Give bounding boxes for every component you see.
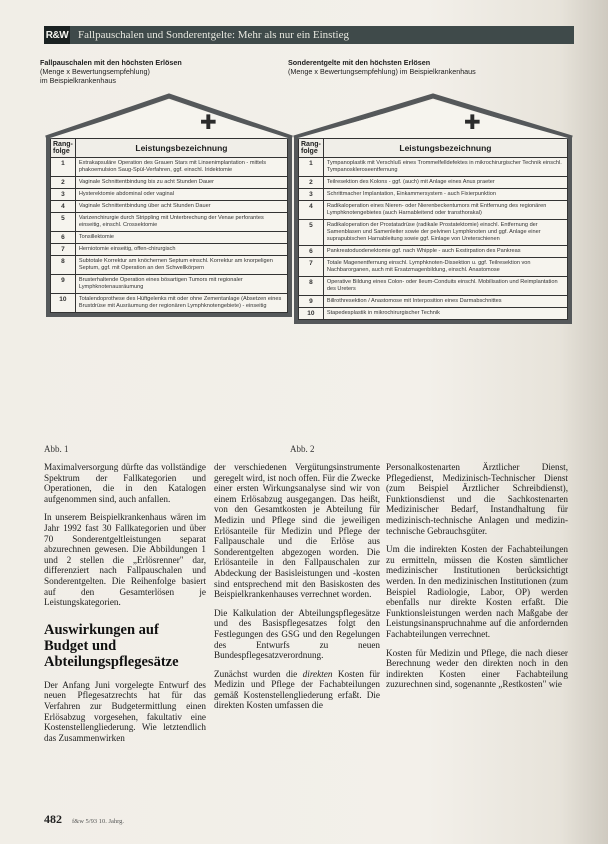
table-header-rank: Rang-folge	[51, 139, 76, 158]
hospital-cross-icon: ✚	[464, 110, 481, 134]
description-cell: Totalendoprothese des Hüftgelenks mit oder ohne Zementanlage (Absetzen eines Brustdrüse mit Ausräumung der regionären Lymphknotengebiete) - einseitig	[75, 294, 287, 313]
rank-cell: 9	[299, 296, 324, 308]
rank-cell: 1	[51, 158, 76, 177]
description-cell: Schrittmacher Implantation, Einkammersystem - auch Fixierpunktion	[323, 189, 567, 201]
paragraph: Um die indirekten Kosten der Fachabteilungen zu ermitteln, müssen die Kosten sämtlicher medizinischer Institutionen berücksichtigt werden. In den medizinischen Institutionen (zum Beispiel Radiologie, Labor, OP) werden ebenfalls nur direkte Kosten erfaßt. Die Funktionsleistungen werden nach Maßgabe der Leistungsinanspruchnahme auf die anfordernden Fachabteilungen verrechnet.	[386, 544, 568, 639]
table-row	[299, 246, 568, 258]
table-row	[51, 256, 288, 275]
description-cell: Radikaloperation eines Nieren- oder Nierenbeckentumors mit Entfernung des regionären Lymphknotengebietes (auch Harnableitend oder transthorakal)	[323, 201, 567, 220]
figure-2-house	[288, 92, 578, 324]
rank-cell: 1	[299, 158, 324, 177]
table-row	[51, 294, 288, 313]
figure-1-subtitle-2: im Beispielkrankenhaus	[40, 76, 116, 85]
description-cell: Tympanoplastik mit Verschluß eines Trommelfelldefektes in mikrochirurgischer Technik einschl. Tympanoskleroseentfernung	[323, 158, 567, 177]
figure-2-table	[298, 138, 568, 320]
description-cell: Stapedesplastik in mikrochirurgischer Technik	[323, 308, 567, 320]
figure-2-table-frame	[294, 138, 572, 324]
table-row	[51, 232, 288, 244]
table-header-description: Leistungsbezeichnung	[75, 139, 287, 158]
figure-2	[288, 58, 578, 324]
figure-2-title: Sonderentgelte mit den höchsten Erlösen	[288, 58, 431, 67]
house-roof-icon	[40, 92, 298, 140]
rank-cell: 6	[51, 232, 76, 244]
table-row	[51, 275, 288, 294]
description-cell: Varizenchirurgie durch Strippling mit Unterbrechung der Venae perforantes einseitig, einschl. Crossektomie	[75, 213, 287, 232]
description-cell: Vaginale Schnittentbindung bis zu acht Stunden Dauer	[75, 177, 287, 189]
rank-cell: 4	[51, 201, 76, 213]
paragraph: Der Anfang Juni vorgelegte Entwurf des neuen Pflegesatzrechts hat für das Verfahren zur Budgetermittlung einen Erlösabzug vorgesehen, fakultativ eine Kostenstellengliederung. Wie letztendlich das Zusammenwirken	[44, 679, 206, 743]
table-row	[299, 277, 568, 296]
text-column-2	[214, 462, 380, 719]
table-row	[299, 220, 568, 246]
rank-cell: 2	[51, 177, 76, 189]
table-row	[299, 158, 568, 177]
description-cell: Extrakapsuläre Operation des Grauen Stars mit Linsenimplantation - mittels phakoemulsion Saug-Spül-Verfahren, ggf. einschl. Iridektomie	[75, 158, 287, 177]
rank-cell: 3	[299, 189, 324, 201]
table-row	[51, 201, 288, 213]
description-cell: Teilresektion des Kolons - ggf. (auch) mit Anlage eines Anus praeter	[323, 177, 567, 189]
emphasis: direkten	[302, 668, 333, 679]
figure-1-caption	[40, 58, 298, 90]
table-row	[299, 308, 568, 320]
paragraph: Die Kalkulation der Abteilungspflegesätze und des Basispflegesatzes folgt den Festlegungen des GSG und den Regelungen des Entwurfs zu neuen Bundespflegesatzverordnung.	[214, 607, 380, 661]
figure-1-label: Abb. 1	[44, 444, 69, 454]
section-heading: Auswirkungen auf Budget und Abteilungspflegesätze	[44, 621, 179, 670]
text-column-1	[44, 462, 206, 751]
figure-2-caption	[288, 58, 578, 90]
table-row	[299, 177, 568, 189]
table-header-description: Leistungsbezeichnung	[323, 139, 567, 158]
journal-logo: R&W	[44, 26, 70, 44]
page-number: 482	[44, 812, 62, 826]
figure-2-subtitle-1: (Menge x Bewertungsempfehlung) im Beispielkrankenhaus	[288, 67, 476, 76]
page-footer	[44, 812, 124, 827]
description-cell: Operative Bildung eines Colon- oder Ileum-Conduits einschl. Mobilisation und Reimplantation des Ureters	[323, 277, 567, 296]
text-column-3	[386, 462, 568, 698]
figure-1-house	[40, 92, 298, 317]
description-cell: Tonsillektomie	[75, 232, 287, 244]
figure-1-table-frame	[46, 138, 292, 317]
table-row	[51, 189, 288, 201]
rank-cell: 6	[299, 246, 324, 258]
paragraph: In unserem Beispielkrankenhaus wären im Jahr 1992 fast 30 Fallkategorien und über 70 Sonderentgeltleistungen separat abzurechnen gewesen. Die Abbildungen 1 und 2 stellen die „Erlösrenner" dar, differenziert nach Fallpauschalen und Sonderentgelten. Die Reihenfolge basiert auf den Gesamterlösen je Leistungskategorien.	[44, 512, 206, 608]
paragraph: Personalkostenarten Ärztlicher Dienst, Pflegedienst, Medizinisch-Technischer Dienst (zum Beispiel Ärztlicher Schreibdienst), Funktionsdienst und die Sachkostenarten Medizinischer Bedarf, Instandhaltung für medizinisch-technische Anlagen und medizin-technische Gebrauchsgüter.	[386, 462, 568, 536]
rank-cell: 7	[51, 244, 76, 256]
description-cell: Billrothresektion / Anastomose mit Interposition eines Darmabschnittes	[323, 296, 567, 308]
article-header	[44, 26, 574, 44]
rank-cell: 2	[299, 177, 324, 189]
rank-cell: 10	[51, 294, 76, 313]
rank-cell: 4	[299, 201, 324, 220]
rank-cell: 8	[51, 256, 76, 275]
description-cell: Subtotale Korrektur am knöchernen Septum einschl. Korrektur am knorpeligen Septum, ggf. mit Operation an den Schwellkörpern	[75, 256, 287, 275]
table-header-rank: Rang-folge	[299, 139, 324, 158]
description-cell: Brusterhaltende Operation eines bösartigen Tumors mit regionaler Lymphknotenausräumung	[75, 275, 287, 294]
description-cell: Radikaloperation der Prostatadrüse (radikale Prostatektomie) einschl. Entfernung der Samenblasen und Samenleiter sowie der pelvinen Lymphknoten und ggf. Anlage einer suprapubischen Harnableitung sowie ggf. Einlage von Ureterschienen	[323, 220, 567, 246]
paragraph: der verschiedenen Vergütungsinstrumente geregelt wird, ist noch offen. Für die Zwecke einer ersten Wirkungsanalyse sind wir von einem Erlösabzug ausgegangen. Das heißt, von den Gesamtkosten je Abteilung für Medizin und Pflege sind die jeweiligen Erlösanteile für Medizin und Pflege der Fallpauschale und die Erlöse aus Sonderentgelten abgezogen worden. Die Erlösanteile in den Fallpauschalen zur Abdeckung der Basisleistungen und -kosten sind entsprechend mit den Basiskosten des Beispielkrankenhauses verrechnet worden.	[214, 462, 380, 600]
table-row	[299, 201, 568, 220]
hospital-cross-icon: ✚	[200, 110, 217, 134]
rank-cell: 10	[299, 308, 324, 320]
rank-cell: 7	[299, 258, 324, 277]
figure-1-title: Fallpauschalen mit den höchsten Erlösen	[40, 58, 182, 67]
text-run: Kosten für Medizin und Pflege der Fachabteilungen gemäß Kostenstellengliederung erfaßt. Die direkten Kosten umfassen die	[214, 668, 380, 711]
rank-cell: 9	[51, 275, 76, 294]
table-row	[299, 189, 568, 201]
description-cell: Pankreatoduodenektomie ggf. nach Whipple - auch Exstirpation des Pankreas	[323, 246, 567, 258]
table-row	[51, 213, 288, 232]
description-cell: Hysterektomie abdominal oder vaginal	[75, 189, 287, 201]
table-row	[51, 244, 288, 256]
figure-1	[40, 58, 298, 317]
table-row	[299, 296, 568, 308]
figure-1-subtitle-1: (Menge x Bewertungsempfehlung)	[40, 67, 150, 76]
house-roof-icon	[288, 92, 578, 140]
journal-source: f&w 5/93 10. Jahrg.	[72, 818, 125, 825]
rank-cell: 5	[51, 213, 76, 232]
description-cell: Totale Magenentfernung einschl. Lymphknoten-Dissektion u. ggf. Teilresektion von Nachbarorganen, auch mit Ersatzmagenbildung, einschl. Anastomose	[323, 258, 567, 277]
table-row	[51, 177, 288, 189]
paragraph: Kosten für Medizin und Pflege, die nach dieser Berechnung weder den direkten noch in den indirekten Kosten einer Fachabteilung zuzurechnen sind, sogenannte „Restkosten" wie	[386, 647, 568, 690]
rank-cell: 3	[51, 189, 76, 201]
description-cell: Vaginale Schnittentbindung über acht Stunden Dauer	[75, 201, 287, 213]
paragraph	[214, 669, 380, 711]
table-row	[299, 258, 568, 277]
figure-2-label: Abb. 2	[290, 444, 315, 454]
figure-1-table	[50, 138, 288, 313]
header-title: Fallpauschalen und Sonderentgelte: Mehr als nur ein Einstieg	[78, 29, 349, 41]
paragraph: Maximalversorgung dürfte das vollständige Spektrum der Fallkategorien und Operationen, die in den Katalogen aufgenommen sind, auch anfallen.	[44, 462, 206, 504]
rank-cell: 8	[299, 277, 324, 296]
table-row	[51, 158, 288, 177]
text-run: Zunächst wurden die	[214, 668, 303, 679]
rank-cell: 5	[299, 220, 324, 246]
description-cell: Herniotomie einseitig, offen-chirurgisch	[75, 244, 287, 256]
